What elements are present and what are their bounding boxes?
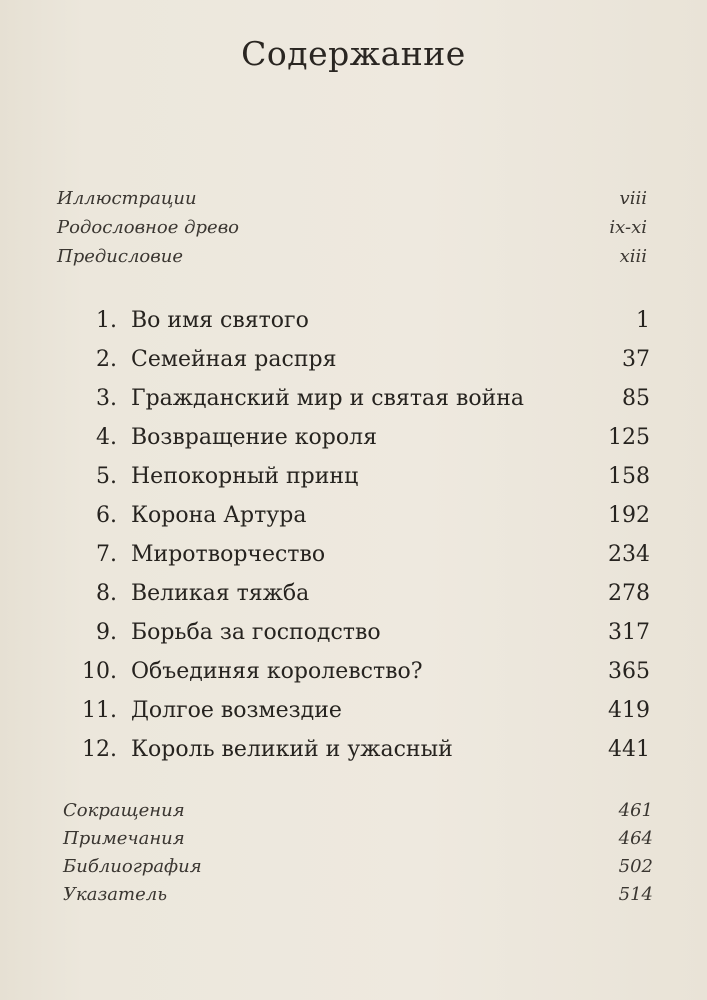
entry-label: Указатель (63, 884, 168, 905)
chapter-title: Великая тяжба (131, 581, 310, 606)
toc-chapter-entry[interactable] (67, 347, 650, 372)
entry-page: 502 (618, 856, 653, 877)
chapter-page: 317 (608, 620, 650, 645)
chapter-number: 4. (96, 425, 117, 450)
chapter-title: Борьба за господство (131, 620, 381, 645)
toc-entry-front-matter[interactable] (57, 217, 647, 238)
chapter-number: 8. (96, 581, 117, 606)
chapter-page: 125 (608, 425, 650, 450)
chapter-title: Возвращение короля (131, 425, 377, 450)
toc-chapter-entry[interactable] (67, 659, 650, 684)
toc-entry-back-matter[interactable] (63, 828, 653, 849)
toc-entry-front-matter[interactable] (57, 188, 647, 209)
toc-chapter-entry[interactable] (67, 425, 650, 450)
toc-chapter-entry[interactable] (67, 581, 650, 606)
chapter-title: Непокорный принц (131, 464, 359, 489)
chapter-page: 441 (608, 737, 650, 762)
chapter-title: Гражданский мир и святая война (131, 386, 525, 411)
chapter-title: Семейная распря (131, 347, 337, 372)
entry-page: viii (619, 188, 647, 209)
entry-label: Предисловие (57, 246, 183, 267)
chapter-number: 12. (82, 737, 117, 762)
chapter-title: Объединяя королевство? (131, 659, 423, 684)
chapter-page: 234 (608, 542, 650, 567)
chapter-number: 2. (96, 347, 117, 372)
entry-label: Родословное древо (57, 217, 240, 238)
toc-chapter-entry[interactable] (67, 542, 650, 567)
toc-chapter-entry[interactable] (67, 503, 650, 528)
page-title: Содержание (241, 34, 466, 73)
entry-label: Примечания (63, 828, 185, 849)
chapter-page: 419 (608, 698, 650, 723)
toc-entry-front-matter[interactable] (57, 246, 647, 267)
toc-chapter-entry[interactable] (67, 464, 650, 489)
toc-entry-back-matter[interactable] (63, 800, 653, 821)
chapter-title: Корона Артура (131, 503, 307, 528)
chapter-title: Долгое возмездие (131, 698, 342, 723)
entry-page: 514 (618, 884, 653, 905)
entry-page: ix-xi (609, 217, 647, 238)
chapter-title: Король великий и ужасный (131, 737, 453, 762)
chapter-page: 365 (608, 659, 650, 684)
chapter-page: 85 (622, 386, 650, 411)
entry-page: xiii (619, 246, 647, 267)
chapter-number: 3. (96, 386, 117, 411)
toc-chapter-entry[interactable] (67, 386, 650, 411)
entry-page: 464 (618, 828, 653, 849)
chapter-number: 7. (96, 542, 117, 567)
chapter-page: 158 (608, 464, 650, 489)
chapter-number: 6. (96, 503, 117, 528)
toc-chapter-entry[interactable] (67, 698, 650, 723)
chapter-page: 192 (608, 503, 650, 528)
entry-label: Иллюстрации (57, 188, 197, 209)
chapter-page: 37 (622, 347, 650, 372)
chapter-number: 11. (82, 698, 117, 723)
chapter-number: 10. (82, 659, 117, 684)
chapter-page: 278 (608, 581, 650, 606)
entry-label: Сокращения (63, 800, 185, 821)
entry-label: Библиография (63, 856, 202, 877)
chapter-title: Во имя святого (131, 308, 309, 333)
chapter-title: Миротворчество (131, 542, 326, 567)
toc-chapter-entry[interactable] (67, 308, 650, 333)
entry-page: 461 (618, 800, 653, 821)
chapter-number: 5. (96, 464, 117, 489)
toc-chapter-entry[interactable] (67, 620, 650, 645)
chapter-page: 1 (636, 308, 650, 333)
toc-entry-back-matter[interactable] (63, 856, 653, 877)
chapter-number: 1. (96, 308, 117, 333)
toc-entry-back-matter[interactable] (63, 884, 653, 905)
toc-chapter-entry[interactable] (67, 737, 650, 762)
chapter-number: 9. (96, 620, 117, 645)
